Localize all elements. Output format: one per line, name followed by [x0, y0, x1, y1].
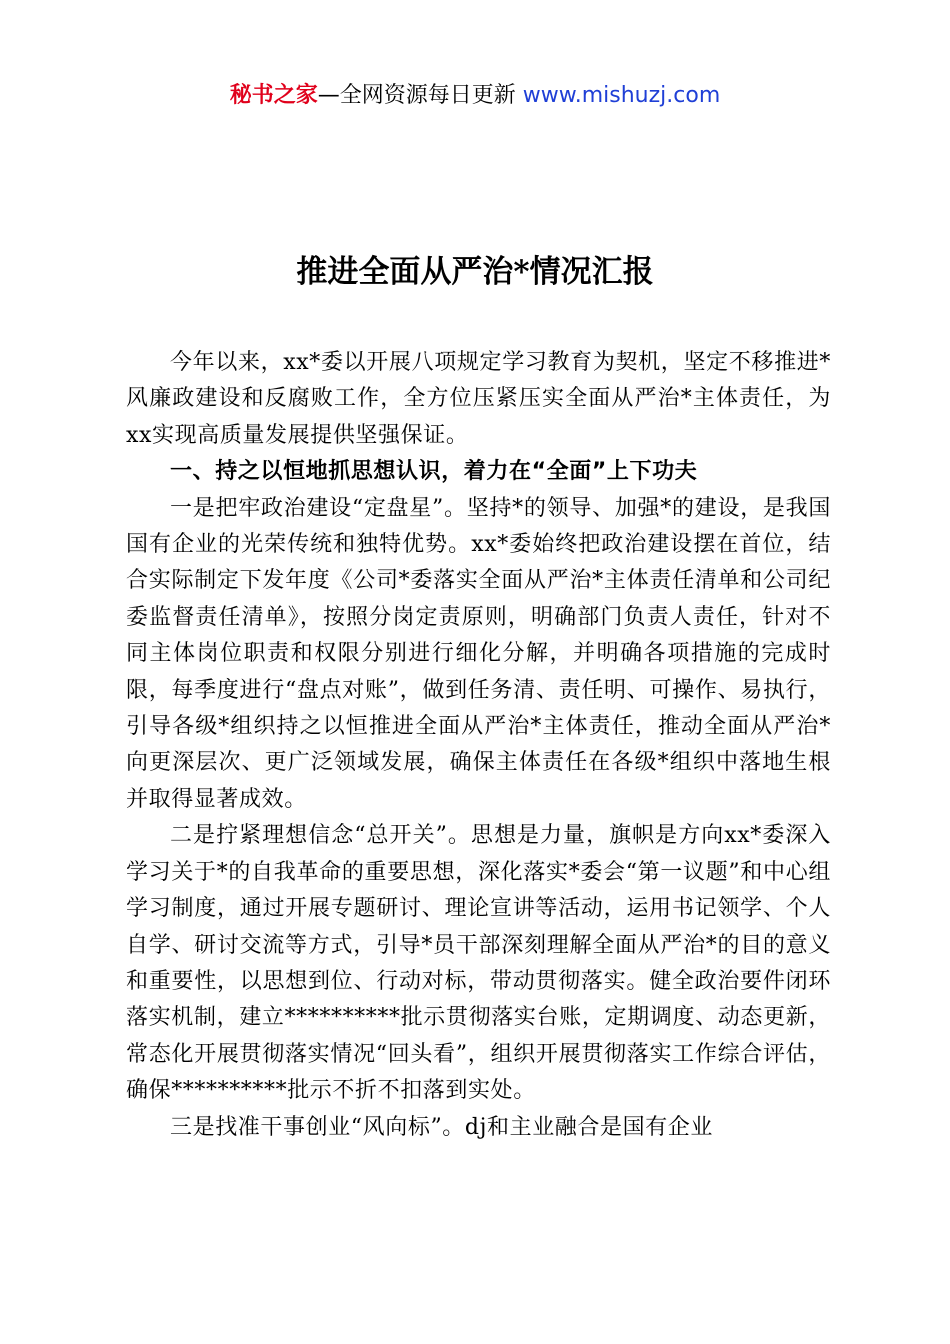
site-header [0, 80, 950, 112]
document-title: 推进全面从严治*情况汇报 [296, 254, 654, 290]
paragraph-1: 一是把牢政治建设“定盘星”。坚持*的领导、加强*的建设，是我国国有企业的光荣传统和独特优势。xx*委始终把政治建设摆在首位，结合实际制定下发年度《公司*委落实全面从严治*主体责任清单和公司纪委监督责任清单》，按照分岗定责原则，明确部门负责人责任，针对不同主体岗位职责和权限分别进行细化分解，并明确各项措施的完成时限，每季度进行“盘点对账”，做到任务清、责任明、可操作、易执行，引导各级*组织持之以恒推进全面从严治*主体责任，推动全面从严治*向更深层次、更广泛领域发展，确保主体责任在各级*组织中落地生根并取得显著成效。 [126, 495, 831, 812]
site-brand: 秘书之家 [229, 83, 318, 108]
document-body [126, 345, 831, 1146]
site-url-link[interactable]: www.mishuzj.com [522, 83, 721, 108]
section-heading: 一、持之以恒地抓思想认识，着力在“全面”上下功夫 [170, 459, 698, 485]
site-tagline: —全网资源每日更新 [317, 83, 523, 108]
intro-paragraph: 今年以来，xx*委以开展八项规定学习教育为契机，坚定不移推进*风廉政建设和反腐败工作，全方位压紧压实全面从严治*主体责任，为xx实现高质量发展提供坚强保证。 [126, 350, 831, 448]
paragraph-3: 三是找准干事创业“风向标”。dj和主业融合是国有企业 [170, 1114, 713, 1140]
paragraph-2: 二是拧紧理想信念“总开关”。思想是力量，旗帜是方向xx*委深入学习关于*的自我革命的重要思想，深化落实*委会“第一议题”和中心组学习制度，通过开展专题研讨、理论宣讲等活动，运用书记领学、个人自学、研讨交流等方式，引导*员干部深刻理解全面从严治*的目的意义和重要性，以思想到位、行动对标，带动贯彻落实。健全政治要件闭环落实机制，建立**********批示贯彻落实台账，定期调度、动态更新，常态化开展贯彻落实情况“回头看”，组织开展贯彻落实工作综合评估，确保**********批示不折不扣落到实处。 [126, 823, 831, 1104]
